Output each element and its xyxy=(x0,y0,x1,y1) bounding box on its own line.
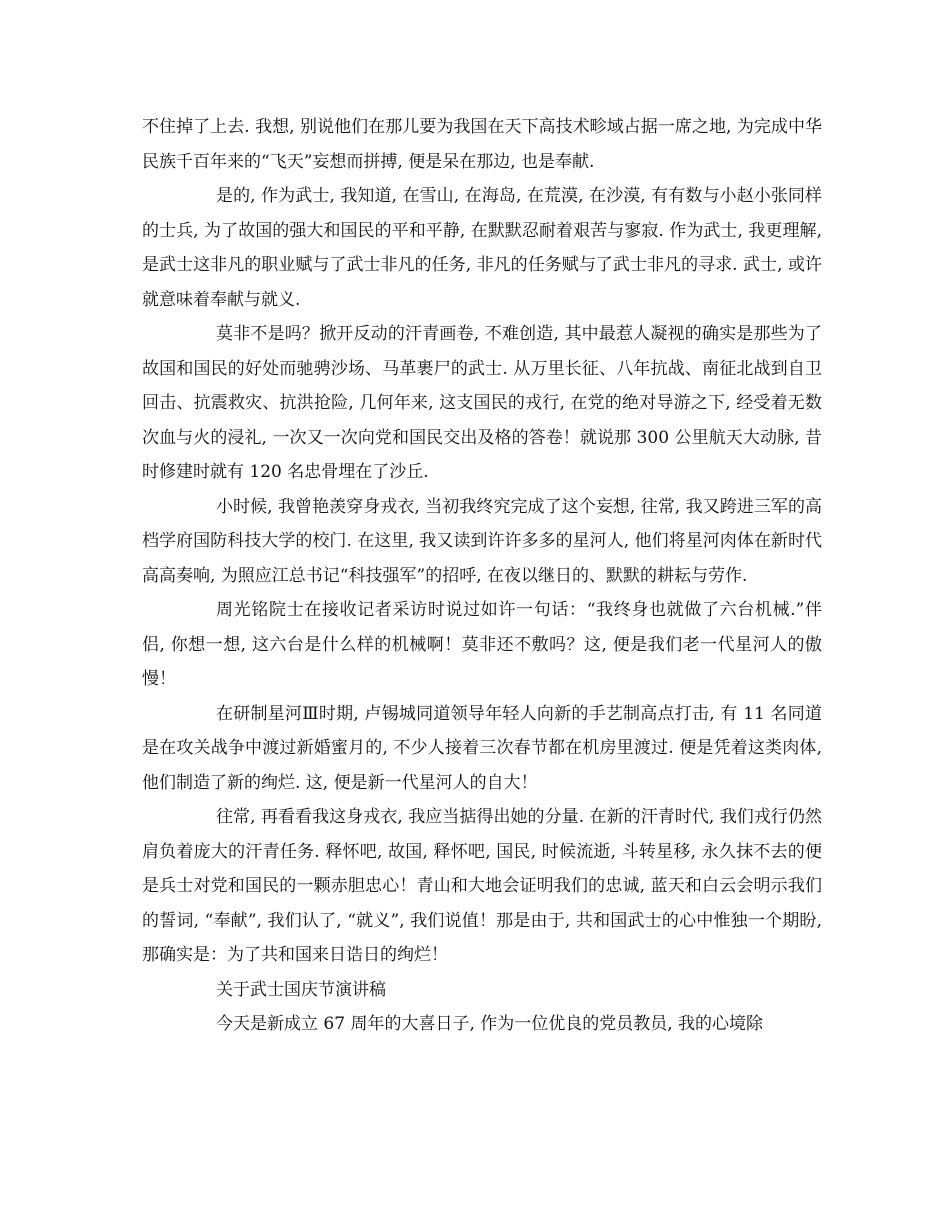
paragraph-8: 今天是新成立 67 周年的大喜日子, 作为一位优良的党员教员, 我的心境除 xyxy=(216,1014,764,1034)
paragraph-4: 小时候, 我曾艳羡穿身戎衣, 当初我终究完成了这个妄想, 往常, 我又跨进三军的高档学府国防科技大学的校门. 在这里, 我又读到许许多多的星河人, 他们将星河肉体在新时代高高奏响, 为照应江总书记“科技强军”的招呼, 在夜以继日的、默默的耕耘与劳作. xyxy=(142,496,822,586)
document-body xyxy=(142,110,822,1042)
section-title: 关于武士国庆节演讲稿 xyxy=(216,979,386,1000)
paragraph-2: 是的, 作为武士, 我知道, 在雪山, 在海岛, 在荒漠, 在沙漠, 有有数与小赵小张同样的士兵, 为了故国的强大和国民的平和平静, 在默默忍耐着艰苦与寥寂. 作为武士, 我更理解, 是武士这非凡的职业赋与了武士非凡的任务, 非凡的任务赋与了武士非凡的寻求. 武士, 或许就意味着奉献与就义. xyxy=(142,186,822,310)
paragraph-7: 往常, 再看看我这身戎衣, 我应当掂得出她的分量. 在新的汗青时代, 我们戎行仍然肩负着庞大的汗青任务. 释怀吧, 故国, 释怀吧, 国民, 时候流逝, 斗转星移, 永久抹不去的便是兵士对党和国民的一颗赤胆忠心！青山和大地会证明我们的忠诚, 蓝天和白云会明示我们的誓词, “奉献”, 我们认了, “就义”, 我们说值！那是由于, 共和国武士的心中惟独一个期盼, 那确实是：为了共和国来日诰日的绚烂！ xyxy=(142,807,822,965)
paragraph-6: 在研制星河Ⅲ时期, 卢锡城同道领导年轻人向新的手艺制高点打击, 有 11 名同道是在攻关战争中渡过新婚蜜月的, 不少人接着三次春节都在机房里渡过. 便是凭着这类肉体, 他们制造了新的绚烂. 这, 便是新一代星河人的自大！ xyxy=(142,703,822,793)
paragraph-1: 不住掉了上去. 我想, 别说他们在那儿要为我国在天下高技术畛域占据一席之地, 为完成中华民族千百年来的“飞天”妄想而拼搏, 便是呆在那边, 也是奉献. xyxy=(142,117,822,172)
paragraph-5: 周光铭院士在接收记者采访时说过如许一句话：“我终身也就做了六台机械.”伴侣, 你想一想, 这六台是什么样的机械啊！莫非还不敷吗？这, 便是我们老一代星河人的傲慢！ xyxy=(142,600,822,689)
paragraph-3: 莫非不是吗？掀开反动的汗青画卷, 不难创造, 其中最惹人凝视的确实是那些为了故国和国民的好处而驰骋沙场、马革裹尸的武士. 从万里长征、八年抗战、南征北战到自卫回击、抗震救灾、抗洪抢险, 几何年来, 这支国民的戎行, 在党的绝对导游之下, 经受着无数次血与火的浸礼, 一次又一次向党和国民交出及格的答卷！就说那 300 公里航天大动脉, 昔时修建时就有 120 名忠骨埋在了沙丘. xyxy=(142,324,822,482)
